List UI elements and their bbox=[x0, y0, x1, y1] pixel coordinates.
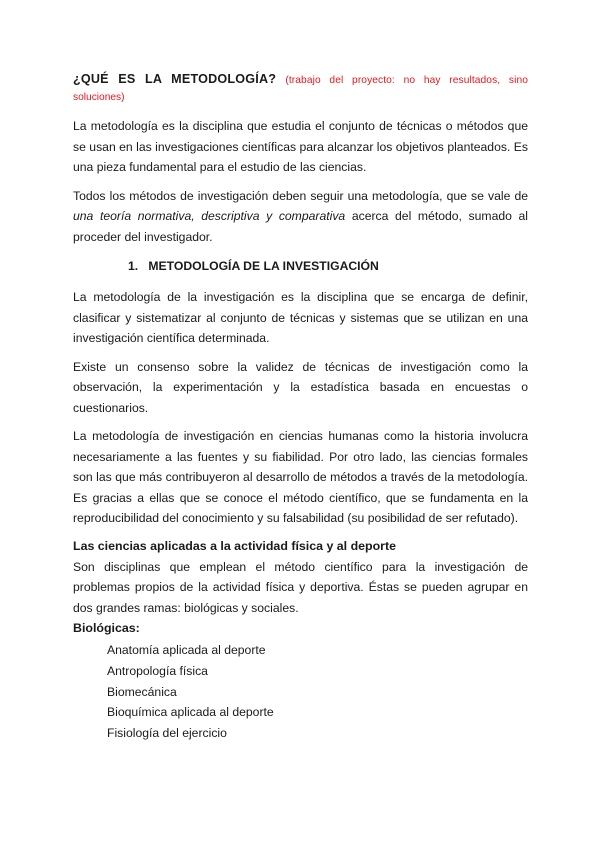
section-paragraph-1: La metodología de la investigación es la disciplina que se encarga de definir, clasificar y sistematizar al conjunto de técnicas y sistemas que se utilizan en una investigación científica determinada. bbox=[73, 290, 528, 345]
heading-note-continued: soluciones) bbox=[73, 92, 125, 103]
applied-paragraph: Son disciplinas que emplean el método científico para la investigación de problemas propios de la actividad física y deportiva. Éstas se pueden agrupar en dos grandes ramas: biológicas y sociales. bbox=[73, 559, 528, 615]
document-page bbox=[73, 70, 528, 744]
intro-paragraph-1: La metodología es la disciplina que estudia el conjunto de técnicas o métodos que se usan en las investigaciones científicas para alcanzar los objetivos planteados. Es una pieza fundamental para el estudio de las ciencias. bbox=[73, 119, 528, 174]
section-title: METODOLOGÍA DE LA INVESTIGACIÓN bbox=[148, 259, 379, 273]
biological-list-title: Biológicas: bbox=[73, 621, 140, 635]
intro-p2-end: acerca del método, sumado al proceder del investigador. bbox=[73, 209, 528, 244]
page-heading bbox=[73, 70, 528, 90]
list-item: Bioquímica aplicada al deporte bbox=[107, 705, 274, 720]
intro-p2-start: Todos los métodos de investigación deben seguir una metodología, que se vale de bbox=[73, 188, 528, 203]
list-item: Fisiología del ejercicio bbox=[107, 726, 227, 741]
intro-paragraph-2 bbox=[73, 186, 528, 248]
intro-p2-italic: una teoría normativa, descriptiva y comparativa bbox=[73, 209, 346, 223]
list-item: Anatomía aplicada al deporte bbox=[107, 643, 266, 657]
section-paragraph-3: La metodología de investigación en ciencias humanas como la historia involucra necesariamente a las fuentes y su fiabilidad. Por otro lado, las ciencias formales son las que más contribuyeron al desarrollo de métodos a través de la metodología. Es gracias a ellas que se conoce el método científico, que se fundamenta en la reproducibilidad del conocimiento y su falsabilidad (su posibilidad de ser refutado). bbox=[73, 429, 528, 525]
list-item: Antropología física bbox=[107, 663, 208, 678]
section-paragraph-2: Existe un consenso sobre la validez de técnicas de investigación como la observación, la experimentación y la estadística basada en encuestas o cuestionarios. bbox=[73, 359, 528, 415]
heading-title: ¿QUÉ ES LA METODOLOGÍA? bbox=[73, 72, 277, 86]
list-item: Biomecánica bbox=[107, 684, 177, 699]
applied-sciences-heading: Las ciencias aplicadas a la actividad física y al deporte bbox=[73, 538, 397, 553]
biological-list bbox=[73, 640, 528, 744]
heading-note: (trabajo del proyecto: no hay resultados, sino bbox=[285, 75, 529, 86]
section-heading bbox=[128, 257, 528, 275]
section-number: 1. bbox=[128, 259, 139, 273]
